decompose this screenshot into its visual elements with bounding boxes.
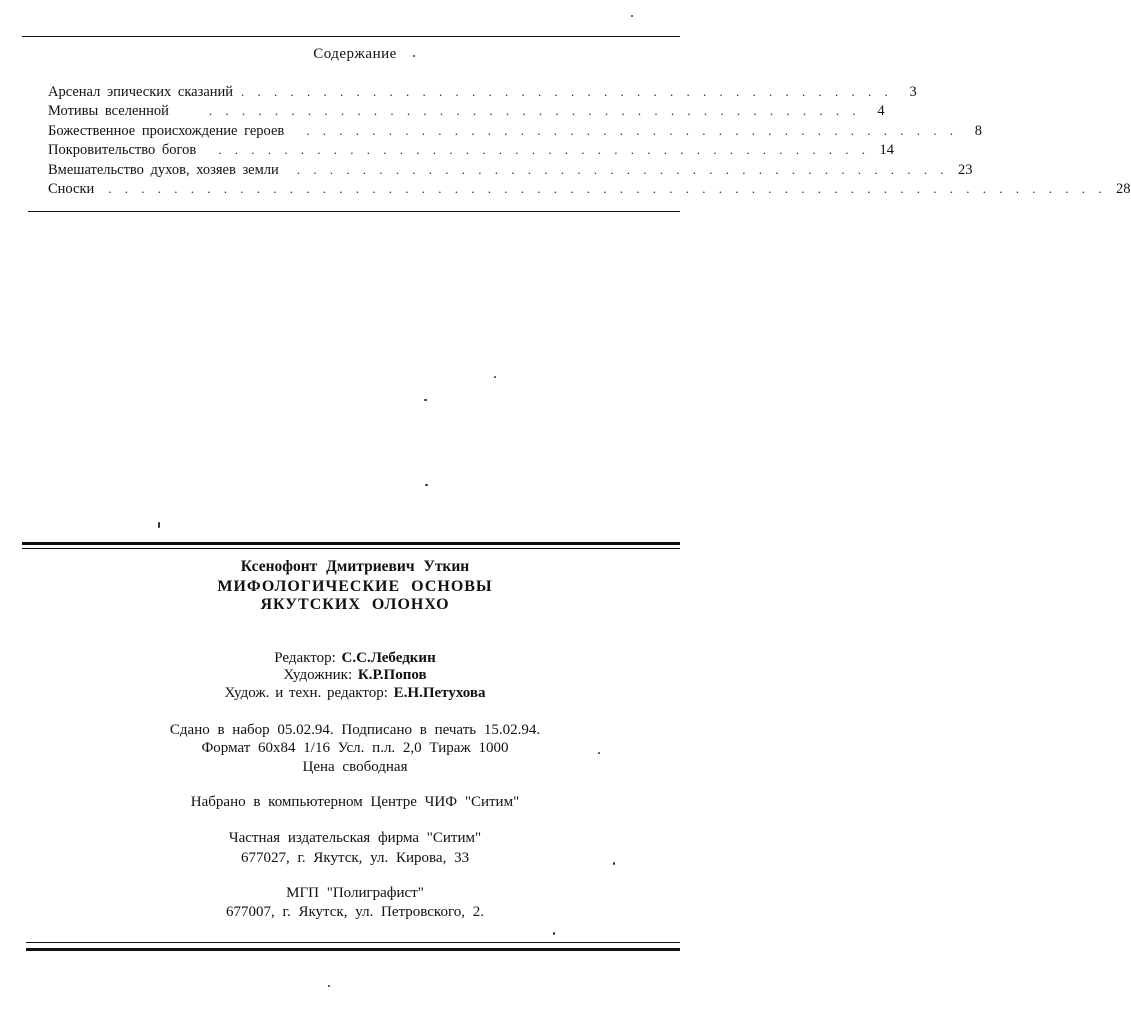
bottom-rule-thick <box>26 948 680 951</box>
credit-role: Художник: <box>283 667 353 683</box>
book-title-line-2: ЯКУТСКИХ ОЛОНХО <box>260 596 450 613</box>
book-title-line-1: МИФОЛОГИЧЕСКИЕ ОСНОВЫ <box>217 578 493 595</box>
toc-leader-dots: . . . . . . . . . . . . . . . . . . . . . . . . . . . . . . . . . . . . . . . . <box>296 161 949 177</box>
typeset-note: Набрано в компьютерном Центре ЧИФ "Ситим" <box>190 794 520 810</box>
bottom-rule-thin <box>26 942 680 943</box>
credit-name: Е.Н.Петухова <box>393 685 486 701</box>
book-author: Ксенофонт Дмитриевич Уткин <box>240 558 470 575</box>
toc-entry-page: 8 <box>974 122 982 139</box>
toc-leader-dots: . . . . . . . . . . . . . . . . . . . . . . . . . . . . . . . . . . . . . . . . <box>306 122 958 138</box>
publisher-address: 677027, г. Якутск, ул. Кирова, 33 <box>240 850 470 866</box>
toc-entry-page: 3 <box>909 84 917 100</box>
credit-name: С.С.Лебедкин <box>341 650 436 666</box>
scan-speck <box>328 985 330 987</box>
toc-entry-page: 23 <box>958 161 973 178</box>
printer-name: МГП "Полиграфист" <box>286 885 424 901</box>
scan-speck <box>425 484 428 486</box>
toc-entry <box>48 179 1131 198</box>
colophon-top-rule-thick <box>22 542 680 545</box>
toc-entry <box>48 121 982 140</box>
scan-speck <box>631 15 633 17</box>
print-dates: Сдано в набор 05.02.94. Подписано в печать 15.02.94. <box>169 722 541 738</box>
price-note: Цена свободная <box>302 759 408 775</box>
printer-address: 677007, г. Якутск, ул. Петровского, 2. <box>226 904 484 920</box>
toc-entry-label: Вмешательство духов, хозяев земли <box>48 161 279 178</box>
toc-entry <box>48 160 973 179</box>
toc-bottom-rule <box>28 211 680 212</box>
toc-entry-page: 28 <box>1116 180 1131 197</box>
print-format: Формат 60х84 1/16 Усл. п.л. 2,0 Тираж 1000 <box>201 740 509 756</box>
toc-entry <box>48 140 894 159</box>
table-of-contents <box>48 82 1131 198</box>
scan-speck <box>413 55 415 57</box>
toc-entry <box>48 101 885 120</box>
toc-entry <box>48 82 917 101</box>
toc-leader-dots: . . . . . . . . . . . . . . . . . . . . . . . . . . . . . . . . . . . . . . . . . . . . . . . . . . . . . . . . . . . . . <box>108 180 1107 196</box>
publisher-name: Частная издательская фирма "Ситим" <box>228 830 482 846</box>
colophon-top-rule-thin <box>22 548 680 549</box>
toc-entry-label: Арсенал эпических сказаний <box>48 84 234 100</box>
toc-entry-label: Мотивы вселенной <box>48 103 169 120</box>
credit-role: Редактор: <box>274 650 336 666</box>
scan-speck <box>424 399 427 401</box>
credit-editor <box>0 650 710 667</box>
scan-speck <box>494 376 496 378</box>
scan-speck <box>553 932 555 935</box>
toc-entry-label: Божественное происхождение героев <box>48 122 285 139</box>
toc-title: Содержание <box>313 46 397 62</box>
toc-entry-page: 4 <box>877 103 885 120</box>
top-rule <box>22 36 680 37</box>
toc-entry-page: 14 <box>879 142 894 159</box>
toc-leader-dots: . . . . . . . . . . . . . . . . . . . . . . . . . . . . . . . . . . . . . . . . <box>241 84 893 99</box>
toc-leader-dots: . . . . . . . . . . . . . . . . . . . . . . . . . . . . . . . . . . . . . . . . <box>208 103 861 119</box>
toc-entry-label: Сноски <box>48 180 95 197</box>
credit-name: К.Р.Попов <box>357 667 427 683</box>
credit-artist <box>0 667 710 684</box>
toc-leader-dots: . . . . . . . . . . . . . . . . . . . . . . . . . . . . . . . . . . . . . . . . <box>218 142 870 158</box>
credit-role: Худож. и техн. редактор: <box>224 685 388 701</box>
toc-entry-label: Покровительство богов <box>48 142 197 159</box>
credit-art-tech-editor <box>0 685 710 702</box>
scan-speck <box>158 522 160 528</box>
